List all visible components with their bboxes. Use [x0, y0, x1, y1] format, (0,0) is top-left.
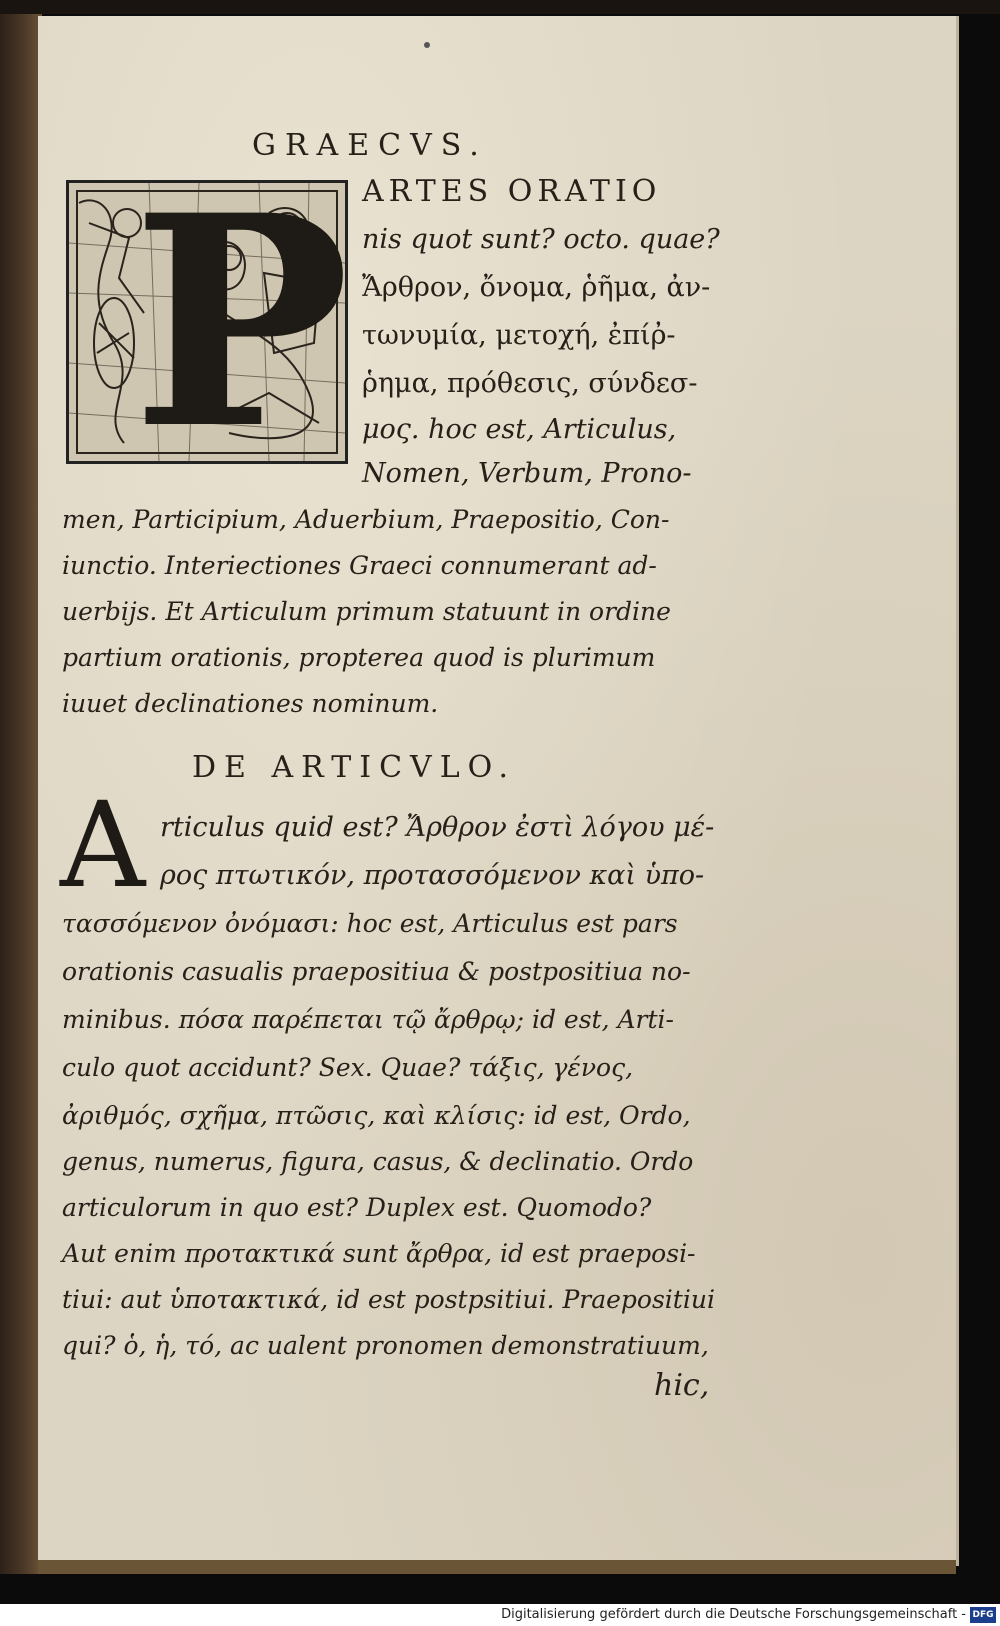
text-line: articulorum in quo est? Duplex est. Quomodo?	[62, 1193, 652, 1222]
text-line: Nomen, Verbum, Prono-	[362, 458, 692, 489]
text-line: Aut enim προτακτικά sunt ἄρθρα, id est praeposi-	[62, 1239, 696, 1268]
ink-dot	[424, 42, 430, 48]
text-line: culo quot accidunt? Sex. Quae? τάξις, γένος,	[62, 1053, 634, 1082]
text-line: tiui: aut ὑποτακτικά, id est postpsitiui. Praepositiui	[62, 1285, 715, 1314]
text-line: iunctio. Interiectiones Graeci connumerant ad-	[62, 551, 657, 580]
text-line: Ἄρθρον, ὄνομα, ῥῆμα, ἀν-	[362, 272, 711, 303]
text-line: uerbijs. Et Articulum primum statuunt in ordine	[62, 597, 671, 626]
initial-letter-p: P	[131, 153, 351, 493]
catchword: hic,	[654, 1368, 710, 1403]
text-line: genus, numerus, figura, casus, & declinatio. Ordo	[62, 1147, 694, 1176]
text-line: partium orationis, propterea quod is plurimum	[62, 643, 656, 672]
top-strip	[0, 0, 1000, 14]
text-line: iuuet declinationes nominum.	[62, 689, 439, 718]
book-spine	[0, 14, 42, 1574]
text-line: μος. hoc est, Articulus,	[362, 414, 677, 445]
text-line: ῥημα, πρόθεσις, σύνδεσ-	[362, 368, 698, 399]
text-line: orationis casualis praepositiua & postpositiua no-	[62, 957, 691, 986]
text-line: ARTES ORATIO	[362, 174, 662, 209]
dfg-logo: DFG	[970, 1607, 996, 1623]
decorated-initial-p	[66, 153, 351, 493]
text-line: τασσόμενον ὀνόμασι: hoc est, Articulus est pars	[62, 909, 678, 938]
page-bottom-edge	[38, 1560, 956, 1574]
text-line: τωνυμία, μετοχή, ἐπίῤ-	[362, 320, 676, 351]
section-heading: DE ARTICVLO.	[192, 750, 516, 785]
footer-credit: Digitalisierung gefördert durch die Deutsche Forschungsgemeinschaft -	[501, 1607, 966, 1622]
text-line: ρος πτωτικόν, προτασσόμενον καὶ ὑπο-	[160, 860, 705, 891]
text-line: minibus. πόσα παρέπεται τῷ ἄρθρῳ; id est, Arti-	[62, 1005, 674, 1034]
text-line: rticulus quid est? Ἄρθρον ἐστὶ λόγου μέ-	[160, 812, 715, 843]
text-line: qui? ὁ, ἡ, τό, ac ualent pronomen demonstratiuum,	[62, 1331, 709, 1360]
running-head: GRAECVS.	[252, 128, 488, 163]
text-line: men, Participium, Aduerbium, Praepositio, Con-	[62, 505, 670, 534]
initial-letter-a: A	[60, 776, 146, 914]
text-line: nis quot sunt? octo. quae?	[362, 224, 720, 255]
text-line: ἀριθμός, σχῆμα, πτῶσις, καὶ κλίσις: id est, Ordo,	[62, 1101, 691, 1130]
